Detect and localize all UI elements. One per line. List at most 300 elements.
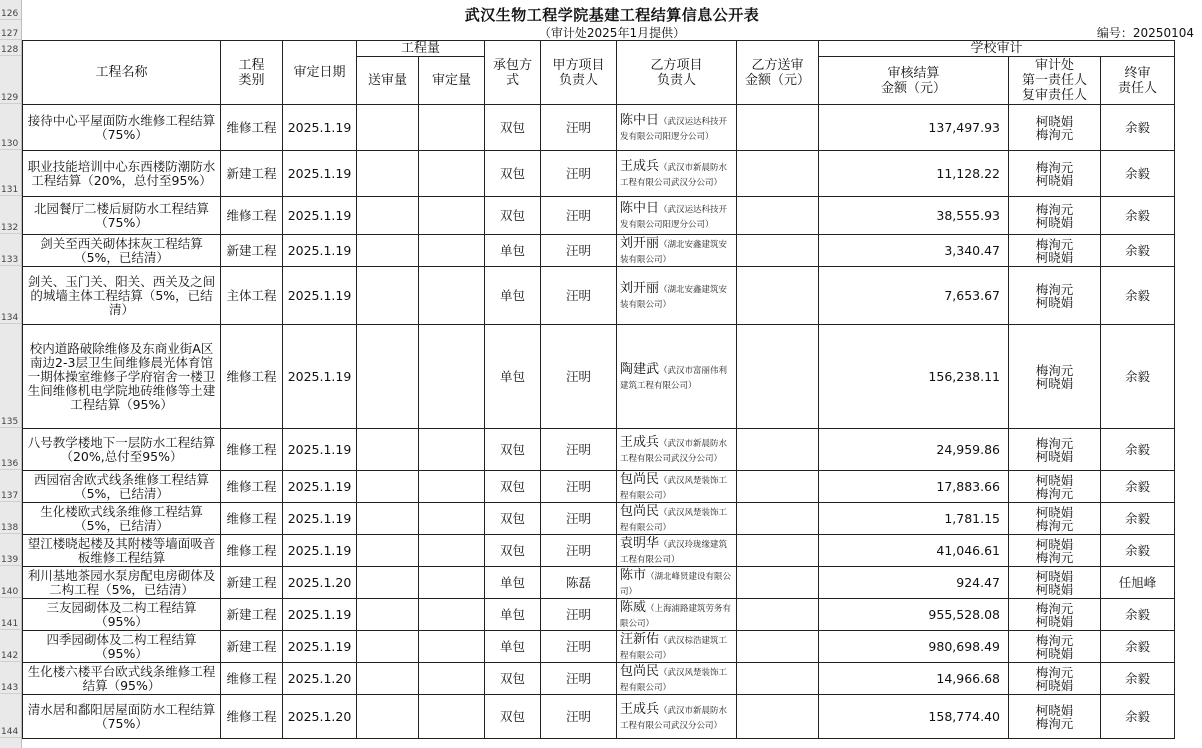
audit-amount-cell bbox=[819, 235, 1009, 267]
audit-amount-cell bbox=[819, 695, 1009, 739]
table-row bbox=[23, 663, 1175, 695]
header-school-audit: 学校审计 bbox=[819, 41, 1175, 57]
audit-responsible-text: 梅洵元 柯晓娟 bbox=[1035, 664, 1074, 693]
party-b-person: 王成兵 bbox=[620, 701, 660, 717]
approval-date-text: 2025.1.19 bbox=[287, 207, 352, 223]
header-party-a-lead: 甲方项目 负责人 bbox=[541, 41, 617, 105]
row-number[interactable]: 132 bbox=[0, 196, 21, 234]
audit-responsible-cell bbox=[1009, 599, 1101, 631]
audit-amount-text: 38,555.93 bbox=[936, 207, 1000, 223]
audit-responsible-cell bbox=[1009, 235, 1101, 267]
project-name-cell bbox=[23, 325, 221, 429]
approval-date-cell bbox=[283, 599, 357, 631]
audit-amount-cell bbox=[819, 567, 1009, 599]
header-quantity-submitted: 送审量 bbox=[357, 57, 419, 105]
final-responsible-text: 任旭峰 bbox=[1118, 574, 1157, 590]
party-b-company: （武汉风楚装饰工程有限公司） bbox=[620, 475, 728, 501]
row-number[interactable]: 128 bbox=[0, 40, 21, 56]
table-row bbox=[23, 429, 1175, 471]
audit-responsible-text: 梅洵元 柯晓娟 bbox=[1035, 600, 1074, 629]
party-a-lead-cell bbox=[541, 429, 617, 471]
project-type-cell bbox=[221, 235, 283, 267]
project-name-text: 剑关至西关砌体抹灰工程结算（5%，已结清） bbox=[40, 235, 203, 265]
project-name-text: 四季园砌体及二构工程结算（95%） bbox=[46, 631, 197, 661]
table-row bbox=[23, 471, 1175, 503]
quantity-submitted-cell bbox=[357, 429, 419, 471]
audit-responsible-cell bbox=[1009, 197, 1101, 235]
final-responsible-text: 余毅 bbox=[1124, 670, 1150, 686]
party-b-lead-cell bbox=[617, 267, 737, 325]
header-final-responsible: 终审 责任人 bbox=[1101, 57, 1175, 105]
project-type-text: 新建工程 bbox=[226, 574, 277, 590]
party-b-lead-cell bbox=[617, 325, 737, 429]
party-a-lead-text: 汪明 bbox=[565, 606, 591, 622]
approval-date-cell bbox=[283, 197, 357, 235]
quantity-approved-cell bbox=[419, 631, 485, 663]
audit-responsible-cell bbox=[1009, 151, 1101, 197]
final-responsible-cell bbox=[1101, 663, 1175, 695]
project-type-cell bbox=[221, 503, 283, 535]
quantity-submitted-cell bbox=[357, 599, 419, 631]
quantity-submitted-cell bbox=[357, 151, 419, 197]
header-party-b-lead: 乙方项目 负责人 bbox=[617, 41, 737, 105]
party-a-lead-text: 汪明 bbox=[565, 670, 591, 686]
party-a-lead-text: 汪明 bbox=[565, 165, 591, 181]
table-row bbox=[23, 197, 1175, 235]
contract-mode-cell bbox=[485, 567, 541, 599]
contract-mode-cell bbox=[485, 535, 541, 567]
project-type-text: 维修工程 bbox=[226, 670, 277, 686]
audit-amount-cell bbox=[819, 503, 1009, 535]
audit-amount-text: 17,883.66 bbox=[936, 478, 1000, 494]
table-row bbox=[23, 599, 1175, 631]
project-type-cell bbox=[221, 105, 283, 151]
party-b-company: （武汉风楚装饰工程有限公司） bbox=[620, 667, 728, 693]
project-name-text: 三友园砌体及二构工程结算（95%） bbox=[46, 599, 197, 629]
party-b-lead-cell bbox=[617, 471, 737, 503]
header-date: 审定日期 bbox=[283, 41, 357, 105]
approval-date-text: 2025.1.19 bbox=[287, 542, 352, 558]
party-a-lead-text: 汪明 bbox=[565, 207, 591, 223]
project-type-cell bbox=[221, 267, 283, 325]
project-name-text: 生化楼六楼平台欧式线条维修工程结算（95%） bbox=[27, 663, 216, 693]
final-responsible-cell bbox=[1101, 471, 1175, 503]
row-number[interactable]: 126 bbox=[0, 0, 21, 20]
final-responsible-cell bbox=[1101, 695, 1175, 739]
approval-date-cell bbox=[283, 151, 357, 197]
audit-amount-cell bbox=[819, 429, 1009, 471]
table-row bbox=[23, 267, 1175, 325]
party-b-person: 陶建武 bbox=[620, 361, 660, 377]
audit-amount-text: 1,781.15 bbox=[944, 510, 1000, 526]
party-a-lead-cell bbox=[541, 503, 617, 535]
approval-date-text: 2025.1.19 bbox=[287, 478, 352, 494]
audit-amount-cell bbox=[819, 535, 1009, 567]
party-a-lead-text: 汪明 bbox=[565, 638, 591, 654]
project-name-cell bbox=[23, 599, 221, 631]
header-party-b-amount: 乙方送审 金额（元） bbox=[737, 41, 819, 105]
quantity-approved-cell bbox=[419, 235, 485, 267]
final-responsible-cell bbox=[1101, 503, 1175, 535]
approval-date-text: 2025.1.19 bbox=[287, 441, 352, 457]
quantity-approved-cell bbox=[419, 151, 485, 197]
final-responsible-cell bbox=[1101, 599, 1175, 631]
final-responsible-cell bbox=[1101, 151, 1175, 197]
row-header-column bbox=[0, 0, 22, 748]
party-a-lead-cell bbox=[541, 663, 617, 695]
party-b-person: 汪新佑 bbox=[620, 631, 660, 647]
party-b-lead-cell bbox=[617, 503, 737, 535]
document-number: 编号：20250104 bbox=[1096, 26, 1194, 40]
project-type-text: 维修工程 bbox=[226, 441, 277, 457]
party-b-lead-cell bbox=[617, 599, 737, 631]
project-name-text: 接待中心平屋面防水维修工程结算（75%） bbox=[27, 112, 216, 142]
party-b-amount-cell bbox=[737, 325, 819, 429]
quantity-approved-cell bbox=[419, 429, 485, 471]
party-b-amount-cell bbox=[737, 151, 819, 197]
header-quantity: 工程量 bbox=[357, 41, 485, 57]
project-name-cell bbox=[23, 235, 221, 267]
project-type-text: 维修工程 bbox=[226, 478, 277, 494]
contract-mode-cell bbox=[485, 325, 541, 429]
approval-date-cell bbox=[283, 325, 357, 429]
final-responsible-text: 余毅 bbox=[1124, 287, 1150, 303]
party-a-lead-cell bbox=[541, 471, 617, 503]
audit-responsible-text: 梅洵元 柯晓娟 bbox=[1035, 159, 1074, 188]
approval-date-cell bbox=[283, 631, 357, 663]
approval-date-cell bbox=[283, 503, 357, 535]
project-name-cell bbox=[23, 105, 221, 151]
approval-date-text: 2025.1.19 bbox=[287, 287, 352, 303]
contract-mode-text: 双包 bbox=[499, 708, 525, 724]
final-responsible-text: 余毅 bbox=[1124, 510, 1150, 526]
approval-date-cell bbox=[283, 105, 357, 151]
audit-responsible-text: 梅洵元 柯晓娟 bbox=[1035, 236, 1074, 265]
audit-responsible-cell bbox=[1009, 503, 1101, 535]
party-a-lead-cell bbox=[541, 151, 617, 197]
quantity-approved-cell bbox=[419, 503, 485, 535]
quantity-approved-cell bbox=[419, 325, 485, 429]
quantity-submitted-cell bbox=[357, 567, 419, 599]
audit-responsible-text: 梅洵元 柯晓娟 bbox=[1035, 281, 1074, 310]
party-a-lead-text: 汪明 bbox=[565, 368, 591, 384]
row-number[interactable]: 142 bbox=[0, 630, 21, 662]
contract-mode-cell bbox=[485, 471, 541, 503]
project-type-text: 维修工程 bbox=[226, 542, 277, 558]
project-name-cell bbox=[23, 197, 221, 235]
audit-amount-text: 955,528.08 bbox=[928, 606, 1000, 622]
audit-responsible-cell bbox=[1009, 429, 1101, 471]
quantity-submitted-cell bbox=[357, 105, 419, 151]
contract-mode-text: 双包 bbox=[499, 542, 525, 558]
table-row bbox=[23, 235, 1175, 267]
approval-date-cell bbox=[283, 695, 357, 739]
contract-mode-text: 单包 bbox=[499, 287, 525, 303]
final-responsible-text: 余毅 bbox=[1124, 441, 1150, 457]
audit-amount-text: 158,774.40 bbox=[928, 708, 1000, 724]
party-b-company: （武汉棕浩建筑工程有限公司） bbox=[620, 635, 728, 661]
party-b-amount-cell bbox=[737, 631, 819, 663]
party-b-person: 袁明华 bbox=[620, 535, 660, 551]
project-name-cell bbox=[23, 429, 221, 471]
table-row bbox=[23, 325, 1175, 429]
quantity-approved-cell bbox=[419, 599, 485, 631]
party-b-company: （湖北安鑫建筑安装有限公司） bbox=[620, 284, 728, 310]
party-b-amount-cell bbox=[737, 567, 819, 599]
contract-mode-text: 单包 bbox=[499, 638, 525, 654]
approval-date-text: 2025.1.19 bbox=[287, 368, 352, 384]
project-name-text: 清水居和鄱阳居屋面防水工程结算（75%） bbox=[27, 701, 216, 731]
row-number[interactable]: 138 bbox=[0, 502, 21, 534]
final-responsible-text: 余毅 bbox=[1124, 478, 1150, 494]
audit-amount-text: 924.47 bbox=[956, 574, 1000, 590]
audit-responsible-cell bbox=[1009, 631, 1101, 663]
row-number[interactable]: 136 bbox=[0, 428, 21, 470]
contract-mode-cell bbox=[485, 267, 541, 325]
project-name-text: 校内道路破除维修及东商业街A区南边2-3层卫生间维修晨光体育馆一期体操室维修子学府宿舍一楼卫生间维修机电学院地砖维修等土建工程结算（95%） bbox=[27, 340, 216, 412]
row-number[interactable]: 134 bbox=[0, 266, 21, 324]
party-b-lead-cell bbox=[617, 105, 737, 151]
project-name-text: 利川基地茶园水泵房配电房砌体及二构工程（5%，已结清） bbox=[27, 567, 216, 597]
project-type-text: 新建工程 bbox=[226, 165, 277, 181]
table-row bbox=[23, 503, 1175, 535]
party-b-lead-cell bbox=[617, 663, 737, 695]
party-a-lead-cell bbox=[541, 599, 617, 631]
contract-mode-cell bbox=[485, 503, 541, 535]
party-b-company: （上海浦路建筑劳务有限公司） bbox=[620, 603, 732, 629]
audit-responsible-text: 梅洵元 柯晓娟 bbox=[1035, 201, 1074, 230]
audit-responsible-text: 梅洵元 柯晓娟 bbox=[1035, 362, 1074, 391]
audit-amount-cell bbox=[819, 471, 1009, 503]
contract-mode-text: 单包 bbox=[499, 574, 525, 590]
party-a-lead-text: 汪明 bbox=[565, 242, 591, 258]
final-responsible-cell bbox=[1101, 429, 1175, 471]
final-responsible-cell bbox=[1101, 631, 1175, 663]
quantity-approved-cell bbox=[419, 471, 485, 503]
audit-responsible-text: 梅洵元 柯晓娟 bbox=[1035, 632, 1074, 661]
project-name-cell bbox=[23, 267, 221, 325]
contract-mode-text: 双包 bbox=[499, 670, 525, 686]
party-b-person: 包尚民 bbox=[620, 471, 660, 487]
party-a-lead-text: 汪明 bbox=[565, 708, 591, 724]
project-type-text: 维修工程 bbox=[226, 119, 277, 135]
party-b-amount-cell bbox=[737, 235, 819, 267]
header-project-name: 工程名称 bbox=[23, 41, 221, 105]
project-name-text: 望江楼晓起楼及其附楼等墙面吸音板维修工程结算 bbox=[27, 535, 216, 565]
party-b-person: 刘开丽 bbox=[620, 235, 660, 251]
party-b-amount-cell bbox=[737, 197, 819, 235]
quantity-submitted-cell bbox=[357, 325, 419, 429]
project-name-text: 八号教学楼地下一层防水工程结算（20%,总付至95%） bbox=[27, 434, 216, 464]
row-number[interactable]: 135 bbox=[0, 324, 21, 428]
header-project-type: 工程 类别 bbox=[221, 41, 283, 105]
audit-responsible-text: 柯晓娟 梅洵元 bbox=[1035, 113, 1074, 142]
table-row bbox=[23, 151, 1175, 197]
contract-mode-cell bbox=[485, 235, 541, 267]
party-a-lead-cell bbox=[541, 325, 617, 429]
row-number[interactable]: 139 bbox=[0, 534, 21, 566]
final-responsible-cell bbox=[1101, 267, 1175, 325]
project-type-cell bbox=[221, 429, 283, 471]
quantity-approved-cell bbox=[419, 695, 485, 739]
row-number[interactable]: 141 bbox=[0, 598, 21, 630]
contract-mode-cell bbox=[485, 599, 541, 631]
party-a-lead-cell bbox=[541, 105, 617, 151]
approval-date-text: 2025.1.19 bbox=[287, 119, 352, 135]
party-b-amount-cell bbox=[737, 535, 819, 567]
final-responsible-cell bbox=[1101, 197, 1175, 235]
party-a-lead-text: 陈磊 bbox=[565, 574, 591, 590]
approval-date-cell bbox=[283, 471, 357, 503]
table-row bbox=[23, 631, 1175, 663]
project-name-cell bbox=[23, 151, 221, 197]
project-type-cell bbox=[221, 535, 283, 567]
audit-responsible-cell bbox=[1009, 695, 1101, 739]
audit-amount-text: 980,698.49 bbox=[928, 638, 1000, 654]
quantity-submitted-cell bbox=[357, 235, 419, 267]
party-b-amount-cell bbox=[737, 105, 819, 151]
quantity-submitted-cell bbox=[357, 695, 419, 739]
contract-mode-text: 双包 bbox=[499, 441, 525, 457]
project-type-text: 新建工程 bbox=[226, 638, 277, 654]
contract-mode-cell bbox=[485, 151, 541, 197]
project-type-cell bbox=[221, 325, 283, 429]
project-name-cell bbox=[23, 663, 221, 695]
party-a-lead-cell bbox=[541, 197, 617, 235]
quantity-approved-cell bbox=[419, 535, 485, 567]
approval-date-cell bbox=[283, 663, 357, 695]
audit-amount-text: 41,046.61 bbox=[936, 542, 1000, 558]
party-b-company: （武汉市新晨防水工程有限公司武汉分公司） bbox=[620, 438, 728, 464]
row-number[interactable]: 143 bbox=[0, 662, 21, 694]
audit-responsible-text: 柯晓娟 梅洵元 bbox=[1035, 472, 1074, 501]
project-type-text: 新建工程 bbox=[226, 606, 277, 622]
row-number[interactable]: 131 bbox=[0, 150, 21, 196]
project-name-text: 北园餐厅二楼后厨防水工程结算（75%） bbox=[33, 200, 209, 230]
party-b-amount-cell bbox=[737, 663, 819, 695]
party-b-lead-cell bbox=[617, 695, 737, 739]
project-name-cell bbox=[23, 695, 221, 739]
project-name-text: 职业技能培训中心东西楼防潮防水工程结算（20%，总付至95%） bbox=[27, 158, 216, 188]
party-b-lead-cell bbox=[617, 197, 737, 235]
audit-amount-cell bbox=[819, 663, 1009, 695]
approval-date-text: 2025.1.19 bbox=[287, 165, 352, 181]
header-audit-responsible: 审计处 第一责任人 复审责任人 bbox=[1009, 57, 1101, 105]
project-name-text: 生化楼欧式线条维修工程结算（5%，已结清） bbox=[40, 503, 203, 533]
final-responsible-text: 余毅 bbox=[1124, 368, 1150, 384]
final-responsible-cell bbox=[1101, 325, 1175, 429]
approval-date-cell bbox=[283, 235, 357, 267]
project-type-text: 维修工程 bbox=[226, 510, 277, 526]
party-a-lead-text: 汪明 bbox=[565, 287, 591, 303]
row-number[interactable]: 129 bbox=[0, 56, 21, 104]
final-responsible-text: 余毅 bbox=[1124, 242, 1150, 258]
project-type-cell bbox=[221, 197, 283, 235]
project-name-cell bbox=[23, 503, 221, 535]
party-b-person: 陈中日 bbox=[620, 112, 660, 128]
project-name-text: 西园宿舍欧式线条维修工程结算（5%，已结清） bbox=[33, 471, 209, 501]
project-name-cell bbox=[23, 535, 221, 567]
final-responsible-text: 余毅 bbox=[1124, 165, 1150, 181]
approval-date-cell bbox=[283, 535, 357, 567]
audit-amount-cell bbox=[819, 105, 1009, 151]
final-responsible-cell bbox=[1101, 235, 1175, 267]
party-b-company: （武汉运达科技开发有限公司阳逻分公司） bbox=[620, 204, 728, 230]
contract-mode-cell bbox=[485, 695, 541, 739]
project-type-text: 维修工程 bbox=[226, 708, 277, 724]
party-b-person: 包尚民 bbox=[620, 663, 660, 679]
party-a-lead-text: 汪明 bbox=[565, 510, 591, 526]
contract-mode-text: 单包 bbox=[499, 242, 525, 258]
contract-mode-text: 双包 bbox=[499, 510, 525, 526]
party-b-amount-cell bbox=[737, 471, 819, 503]
party-b-amount-cell bbox=[737, 429, 819, 471]
audit-amount-cell bbox=[819, 197, 1009, 235]
table-row bbox=[23, 535, 1175, 567]
row-number[interactable]: 133 bbox=[0, 234, 21, 266]
project-name-cell bbox=[23, 567, 221, 599]
audit-amount-text: 156,238.11 bbox=[928, 368, 1000, 384]
row-number[interactable]: 127 bbox=[0, 20, 21, 40]
audit-responsible-text: 柯晓娟 柯晓娟 bbox=[1035, 568, 1074, 597]
final-responsible-text: 余毅 bbox=[1124, 542, 1150, 558]
row-number[interactable]: 130 bbox=[0, 104, 21, 150]
row-number[interactable]: 144 bbox=[0, 694, 21, 738]
party-a-lead-cell bbox=[541, 235, 617, 267]
quantity-submitted-cell bbox=[357, 631, 419, 663]
audit-responsible-text: 柯晓娟 梅洵元 bbox=[1035, 536, 1074, 565]
audit-amount-cell bbox=[819, 151, 1009, 197]
party-a-lead-text: 汪明 bbox=[565, 542, 591, 558]
party-b-person: 陈中日 bbox=[620, 200, 660, 216]
party-b-person: 陈市 bbox=[620, 567, 647, 583]
contract-mode-cell bbox=[485, 105, 541, 151]
party-b-amount-cell bbox=[737, 267, 819, 325]
final-responsible-cell bbox=[1101, 567, 1175, 599]
row-number[interactable]: 140 bbox=[0, 566, 21, 598]
header-audit-amount: 审核结算 金额（元） bbox=[819, 57, 1009, 105]
party-a-lead-cell bbox=[541, 535, 617, 567]
project-type-cell bbox=[221, 567, 283, 599]
party-b-lead-cell bbox=[617, 235, 737, 267]
audit-responsible-cell bbox=[1009, 535, 1101, 567]
header-quantity-approved: 审定量 bbox=[419, 57, 485, 105]
party-b-person: 王成兵 bbox=[620, 158, 660, 174]
audit-amount-text: 11,128.22 bbox=[936, 165, 1000, 181]
table-row bbox=[23, 567, 1175, 599]
audit-amount-text: 24,959.86 bbox=[936, 441, 1000, 457]
party-b-person: 陈威 bbox=[620, 599, 647, 615]
quantity-submitted-cell bbox=[357, 471, 419, 503]
row-number[interactable]: 137 bbox=[0, 470, 21, 502]
project-type-cell bbox=[221, 631, 283, 663]
party-a-lead-text: 汪明 bbox=[565, 478, 591, 494]
party-b-company: （武汉运达科技开发有限公司阳逻分公司） bbox=[620, 116, 728, 142]
approval-date-text: 2025.1.19 bbox=[287, 242, 352, 258]
party-b-amount-cell bbox=[737, 695, 819, 739]
approval-date-cell bbox=[283, 267, 357, 325]
audit-responsible-text: 柯晓娟 梅洵元 bbox=[1035, 702, 1074, 731]
project-type-cell bbox=[221, 695, 283, 739]
table-row bbox=[23, 105, 1175, 151]
party-b-company: （武汉市新晨防水工程有限公司武汉分公司） bbox=[620, 705, 728, 731]
final-responsible-cell bbox=[1101, 535, 1175, 567]
approval-date-text: 2025.1.20 bbox=[287, 670, 352, 686]
quantity-submitted-cell bbox=[357, 535, 419, 567]
party-a-lead-cell bbox=[541, 631, 617, 663]
project-type-cell bbox=[221, 151, 283, 197]
approval-date-text: 2025.1.19 bbox=[287, 606, 352, 622]
